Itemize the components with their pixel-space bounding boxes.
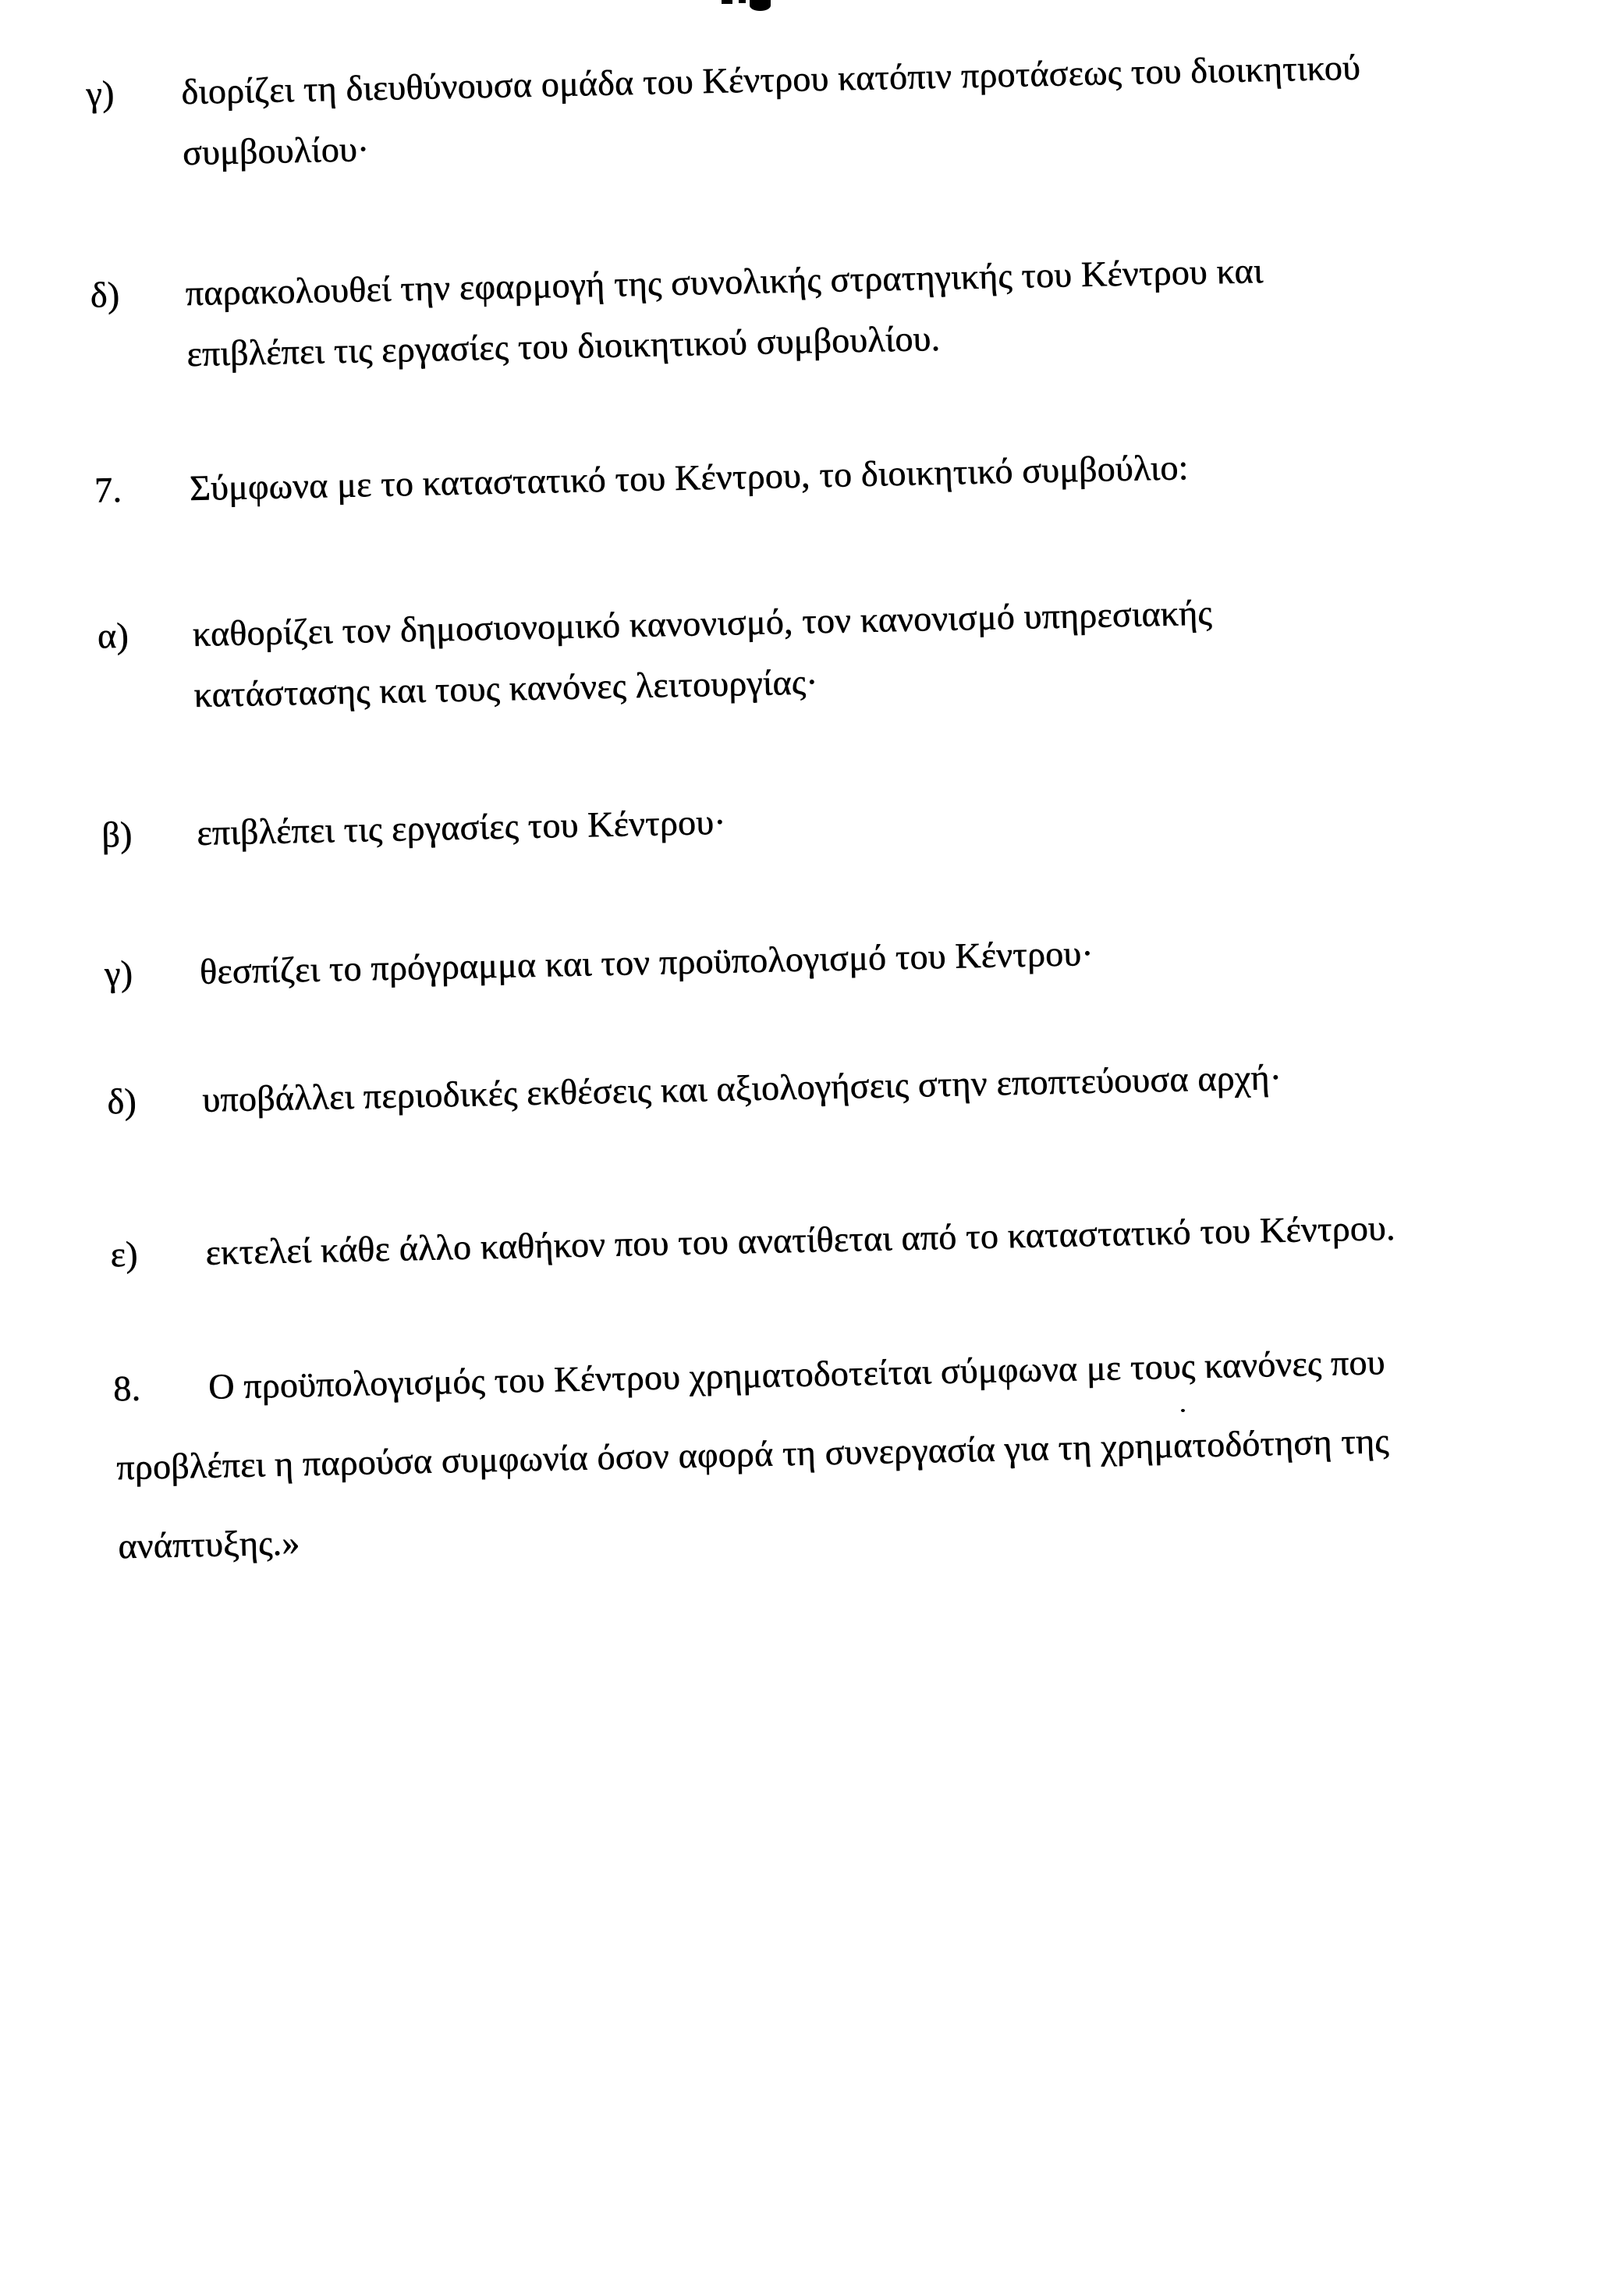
text-line: επιβλέπει τις εργασίες του διοικητικού συμβουλίου. (186, 318, 941, 374)
numbered-paragraph-8 (112, 1318, 1599, 1586)
paragraph-number: 8. (112, 1368, 141, 1409)
list-item-gamma (86, 37, 1363, 186)
list-item-epsilon (110, 1198, 1396, 1285)
list-item-label: γ) (104, 953, 133, 994)
list-item-text (202, 1047, 1282, 1130)
list-item-text (197, 792, 727, 864)
text-line: κατάστασης και τους κανόνες λειτουργίας· (193, 662, 819, 715)
list-item-delta-2 (107, 1047, 1282, 1133)
list-item-label: γ) (86, 73, 115, 114)
text-line: επιβλέπει τις εργασίες του Κέντρου· (196, 801, 727, 853)
text-line: ανάπτυξης.» (118, 1522, 300, 1567)
list-item-label: δ) (107, 1081, 137, 1122)
list-item-label: ε) (110, 1233, 139, 1275)
paragraph-number: 7. (94, 469, 122, 510)
text-line: προβλέπει η παρούσα συμφωνία όσον αφορά τη συνεργασία για τη χρηματοδότηση της (115, 1421, 1390, 1488)
list-item-label: α) (97, 615, 129, 656)
text-line: υποβάλλει περιοδικές εκθέσεις και αξιολογήσεις στην εποπτεύουσα αρχή· (202, 1056, 1282, 1120)
numbered-paragraph-7 (94, 437, 1189, 520)
list-item-delta (90, 240, 1265, 386)
text-line: παρακολουθεί την εφαρμογή της συνολικής στρατηγικής του Κέντρου και (185, 250, 1264, 314)
text-line: εκτελεί κάθε άλλο καθήκον που του ανατίθεται από το καταστατικό του Κέντρου. (205, 1207, 1396, 1272)
list-item-text (181, 37, 1363, 184)
list-item-text (199, 923, 1094, 1003)
list-item-beta (101, 792, 727, 866)
list-item-gamma-2 (104, 923, 1094, 1005)
list-item-label: β) (101, 814, 133, 855)
list-item-alpha (97, 583, 1214, 728)
text-line: Σύμφωνα με το καταστατικό του Κέντρου, το διοικητικό συμβούλιο: (189, 447, 1190, 509)
text-line: θεσπίζει το πρόγραμμα και τον προϋπολογισμό του Κέντρου· (199, 932, 1094, 992)
text-line: Ο προϋπολογισμός του Κέντρου χρηματοδοτείται σύμφωνα με τους κανόνες που (207, 1342, 1386, 1407)
text-line: διορίζει τη διευθύνουσα ομάδα του Κέντρου κατόπιν προτάσεως του διοικητικού (180, 47, 1361, 112)
list-item-text (192, 583, 1214, 726)
text-line: καθορίζει τον δημοσιονομικό κανονισμό, τον κανονισμό υπηρεσιακής (192, 592, 1213, 654)
text-line: συμβουλίου· (182, 129, 371, 173)
list-item-label: δ) (90, 274, 120, 315)
paragraph-text (189, 437, 1189, 519)
list-item-text (185, 240, 1265, 385)
list-item-text (205, 1198, 1396, 1283)
